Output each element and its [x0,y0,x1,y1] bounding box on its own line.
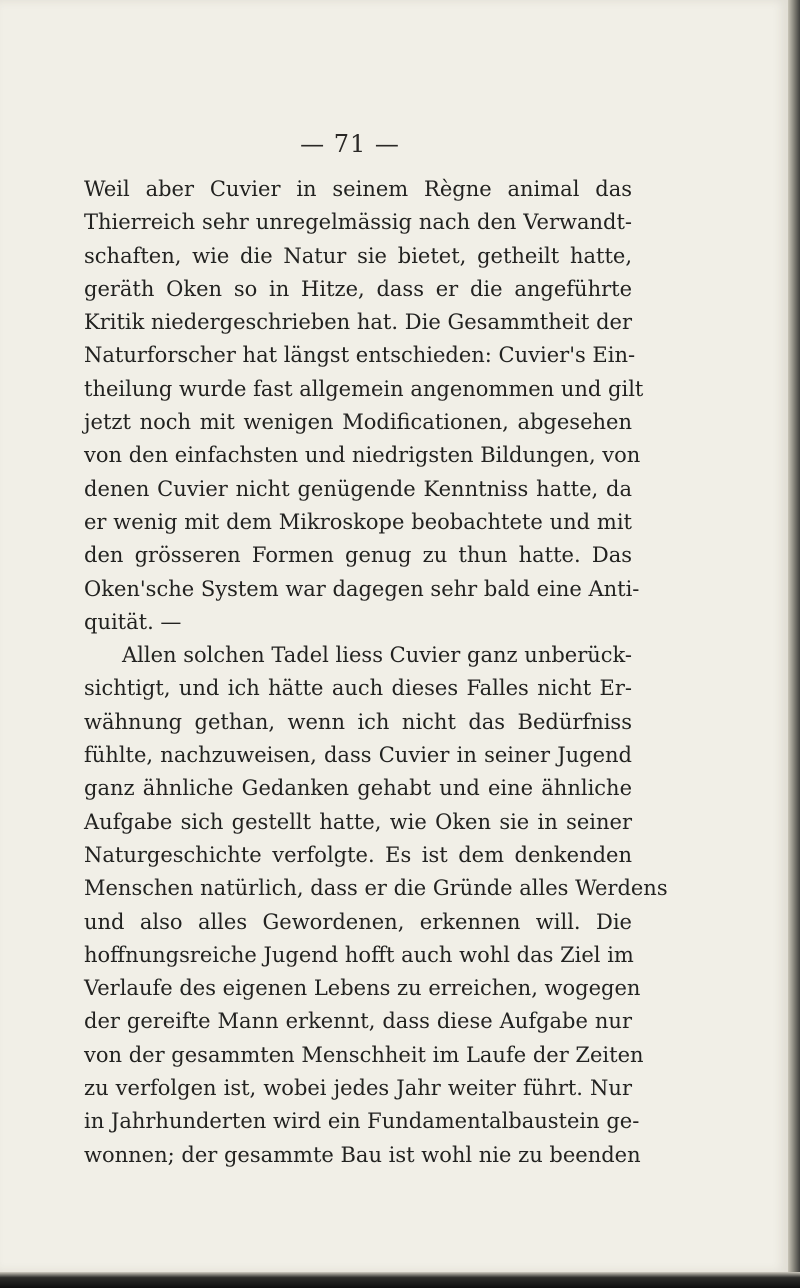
text-line: Thierreich sehr unregelmässig nach den Verwandt- [84,210,632,235]
text-line: sichtigt, und ich hätte auch dieses Falles nicht Er- [84,676,632,701]
text-line: den grösseren Formen genug zu thun hatte. Das [84,543,632,568]
text-line: zu verfolgen ist, wobei jedes Jahr weiter führt. Nur [84,1076,632,1101]
text-line: Naturforscher hat längst entschieden: Cuvier's Ein- [84,343,636,368]
text-line: er wenig mit dem Mikroskope beobachtete und mit [84,509,632,534]
text-line: Kritik niedergeschrieben hat. Die Gesammtheit der [84,310,632,335]
text-line: hoffnungsreiche Jugend hofft auch wohl das Ziel im [84,942,634,967]
body-text [84,173,668,1172]
text-line: Allen solchen Tadel liess Cuvier ganz unberück- [122,643,632,668]
text-line: in Jahrhunderten wird ein Fundamentalbaustein ge- [84,1109,640,1134]
text-line: ganz ähnliche Gedanken gehabt und eine ähnliche [84,776,632,801]
text-line: Oken'sche System war dagegen sehr bald eine Anti- [84,576,640,601]
page-edge-shadow [788,0,800,1288]
text-line: fühlte, nachzuweisen, dass Cuvier in seiner Jugend [84,743,632,768]
text-line: theilung wurde fast allgemein angenommen und gilt [84,376,644,401]
text-line: Menschen natürlich, dass er die Gründe alles Werdens [84,876,668,901]
text-line: jetzt noch mit wenigen Modificationen, abgesehen [84,410,632,435]
text-line: denen Cuvier nicht genügende Kenntniss hatte, da [84,476,632,501]
text-line: von den einfachsten und niedrigsten Bildungen, von [84,443,641,468]
text-line: und also alles Gewordenen, erkennen will. Die [84,909,632,934]
text-line: quität. — [84,609,182,634]
text-line: Verlaufe des eigenen Lebens zu erreichen, wogegen [84,976,641,1001]
text-line: geräth Oken so in Hitze, dass er die angeführte [84,276,632,301]
bottom-scan-border [0,1272,800,1288]
text-line: schaften, wie die Natur sie bietet, getheilt hatte, [84,243,632,268]
text-line: wähnung gethan, wenn ich nicht das Bedürfniss [84,709,632,734]
text-line: der gereifte Mann erkennt, dass diese Aufgabe nur [84,1009,632,1034]
text-line: Aufgabe sich gestellt hatte, wie Oken sie in seiner [84,809,632,834]
text-line: wonnen; der gesammte Bau ist wohl nie zu beenden [84,1142,641,1167]
page-number: — 71 — [300,130,400,158]
text-line: von der gesammten Menschheit im Laufe der Zeiten [84,1042,644,1067]
text-line: Weil aber Cuvier in seinem Règne animal das [84,177,632,201]
text-line: Naturgeschichte verfolgte. Es ist dem denkenden [84,842,632,867]
